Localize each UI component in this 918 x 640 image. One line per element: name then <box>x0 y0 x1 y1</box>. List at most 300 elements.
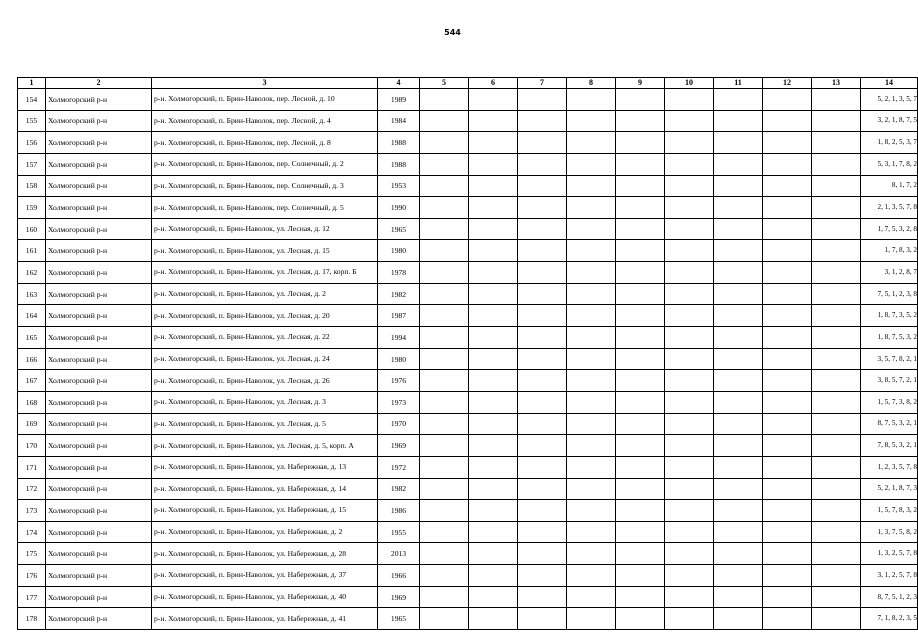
empty-cell <box>567 391 616 413</box>
year-cell: 1988 <box>378 132 420 154</box>
empty-cell <box>665 456 714 478</box>
district-cell: Холмогорский р-н <box>46 197 152 219</box>
empty-cell <box>420 456 469 478</box>
row-number-cell: 158 <box>18 175 46 197</box>
row-number-cell: 156 <box>18 132 46 154</box>
year-cell: 1969 <box>378 435 420 457</box>
column-14-cell: 7, 1, 8, 2, 3, 5 <box>861 608 918 630</box>
year-cell: 1976 <box>378 370 420 392</box>
column-14-cell: 1, 5, 7, 8, 3, 2 <box>861 500 918 522</box>
empty-cell <box>518 543 567 565</box>
row-number-cell: 177 <box>18 586 46 608</box>
empty-cell <box>567 327 616 349</box>
table-row <box>18 132 918 154</box>
column-14-cell: 1, 3, 2, 5, 7, 8 <box>861 543 918 565</box>
district-cell: Холмогорский р-н <box>46 89 152 111</box>
empty-cell <box>763 608 812 630</box>
table-row <box>18 456 918 478</box>
year-cell: 1980 <box>378 348 420 370</box>
empty-cell <box>616 391 665 413</box>
empty-cell <box>763 218 812 240</box>
column-header: 2 <box>46 78 152 89</box>
table-row <box>18 586 918 608</box>
empty-cell <box>665 521 714 543</box>
empty-cell <box>616 262 665 284</box>
table-row <box>18 197 918 219</box>
empty-cell <box>714 456 763 478</box>
year-cell: 1984 <box>378 110 420 132</box>
year-cell: 1969 <box>378 586 420 608</box>
address-cell: р-н. Холмогорский, п. Брин-Наволок, ул. Лесная, д. 2 <box>152 283 378 305</box>
empty-cell <box>469 565 518 587</box>
empty-cell <box>420 370 469 392</box>
year-cell: 1986 <box>378 500 420 522</box>
column-header: 14 <box>861 78 918 89</box>
empty-cell <box>763 456 812 478</box>
empty-cell <box>469 391 518 413</box>
empty-cell <box>665 153 714 175</box>
address-cell: р-н. Холмогорский, п. Брин-Наволок, ул. Лесная, д. 17, корп. Б <box>152 262 378 284</box>
empty-cell <box>518 391 567 413</box>
empty-cell <box>420 435 469 457</box>
empty-cell <box>665 608 714 630</box>
column-14-cell: 1, 5, 7, 3, 8, 2 <box>861 391 918 413</box>
column-header: 1 <box>18 78 46 89</box>
empty-cell <box>665 175 714 197</box>
column-header: 8 <box>567 78 616 89</box>
address-cell: р-н. Холмогорский, п. Брин-Наволок, пер. Солнечный, д. 3 <box>152 175 378 197</box>
empty-cell <box>616 500 665 522</box>
empty-cell <box>420 608 469 630</box>
address-cell: р-н. Холмогорский, п. Брин-Наволок, ул. Лесная, д. 22 <box>152 327 378 349</box>
row-number-cell: 161 <box>18 240 46 262</box>
column-14-cell: 3, 1, 2, 5, 7, 8 <box>861 565 918 587</box>
empty-cell <box>714 413 763 435</box>
empty-cell <box>665 500 714 522</box>
empty-cell <box>714 565 763 587</box>
table-row <box>18 500 918 522</box>
empty-cell <box>763 89 812 111</box>
year-cell: 1966 <box>378 565 420 587</box>
empty-cell <box>518 500 567 522</box>
district-cell: Холмогорский р-н <box>46 110 152 132</box>
empty-cell <box>567 586 616 608</box>
district-cell: Холмогорский р-н <box>46 283 152 305</box>
empty-cell <box>812 89 861 111</box>
empty-cell <box>469 218 518 240</box>
table-row <box>18 478 918 500</box>
address-cell: р-н. Холмогорский, п. Брин-Наволок, ул. Набережная, д. 14 <box>152 478 378 500</box>
column-header: 6 <box>469 78 518 89</box>
empty-cell <box>812 478 861 500</box>
year-cell: 1990 <box>378 197 420 219</box>
column-14-cell: 8, 7, 5, 1, 2, 3 <box>861 586 918 608</box>
empty-cell <box>567 262 616 284</box>
empty-cell <box>567 608 616 630</box>
empty-cell <box>763 262 812 284</box>
empty-cell <box>469 197 518 219</box>
address-cell: р-н. Холмогорский, п. Брин-Наволок, ул. Набережная, д. 13 <box>152 456 378 478</box>
empty-cell <box>763 391 812 413</box>
empty-cell <box>665 348 714 370</box>
empty-cell <box>518 305 567 327</box>
district-cell: Холмогорский р-н <box>46 521 152 543</box>
empty-cell <box>665 89 714 111</box>
empty-cell <box>763 197 812 219</box>
empty-cell <box>763 413 812 435</box>
empty-cell <box>763 153 812 175</box>
district-cell: Холмогорский р-н <box>46 262 152 284</box>
row-number-cell: 167 <box>18 370 46 392</box>
empty-cell <box>616 283 665 305</box>
empty-cell <box>714 543 763 565</box>
table-row <box>18 391 918 413</box>
empty-cell <box>518 521 567 543</box>
address-cell: р-н. Холмогорский, п. Брин-Наволок, пер. Лесной, д. 10 <box>152 89 378 111</box>
empty-cell <box>812 565 861 587</box>
empty-cell <box>763 132 812 154</box>
empty-cell <box>714 89 763 111</box>
empty-cell <box>616 435 665 457</box>
empty-cell <box>616 521 665 543</box>
empty-cell <box>665 370 714 392</box>
empty-cell <box>616 565 665 587</box>
empty-cell <box>420 327 469 349</box>
empty-cell <box>518 153 567 175</box>
empty-cell <box>518 456 567 478</box>
empty-cell <box>518 435 567 457</box>
empty-cell <box>763 565 812 587</box>
empty-cell <box>567 240 616 262</box>
empty-cell <box>567 478 616 500</box>
empty-cell <box>665 240 714 262</box>
empty-cell <box>420 586 469 608</box>
empty-cell <box>812 240 861 262</box>
empty-cell <box>567 175 616 197</box>
district-cell: Холмогорский р-н <box>46 175 152 197</box>
empty-cell <box>420 89 469 111</box>
table-row <box>18 348 918 370</box>
empty-cell <box>763 521 812 543</box>
empty-cell <box>518 240 567 262</box>
empty-cell <box>469 305 518 327</box>
column-14-cell: 7, 8, 5, 3, 2, 1 <box>861 435 918 457</box>
row-number-cell: 170 <box>18 435 46 457</box>
table-row <box>18 153 918 175</box>
empty-cell <box>714 305 763 327</box>
empty-cell <box>714 435 763 457</box>
empty-cell <box>616 110 665 132</box>
column-header: 11 <box>714 78 763 89</box>
empty-cell <box>420 197 469 219</box>
column-header: 7 <box>518 78 567 89</box>
empty-cell <box>812 456 861 478</box>
table-row <box>18 543 918 565</box>
empty-cell <box>420 543 469 565</box>
empty-cell <box>812 153 861 175</box>
empty-cell <box>567 305 616 327</box>
empty-cell <box>812 110 861 132</box>
empty-cell <box>567 500 616 522</box>
empty-cell <box>616 543 665 565</box>
empty-cell <box>665 305 714 327</box>
address-cell: р-н. Холмогорский, п. Брин-Наволок, пер. Лесной, д. 8 <box>152 132 378 154</box>
empty-cell <box>420 218 469 240</box>
year-cell: 1972 <box>378 456 420 478</box>
district-cell: Холмогорский р-н <box>46 586 152 608</box>
row-number-cell: 163 <box>18 283 46 305</box>
year-cell: 1953 <box>378 175 420 197</box>
year-cell: 1980 <box>378 240 420 262</box>
empty-cell <box>469 586 518 608</box>
empty-cell <box>518 413 567 435</box>
address-cell: р-н. Холмогорский, п. Брин-Наволок, ул. Набережная, д. 40 <box>152 586 378 608</box>
row-number-cell: 176 <box>18 565 46 587</box>
empty-cell <box>469 608 518 630</box>
row-number-cell: 157 <box>18 153 46 175</box>
empty-cell <box>420 262 469 284</box>
empty-cell <box>616 197 665 219</box>
address-cell: р-н. Холмогорский, п. Брин-Наволок, ул. Лесная, д. 5 <box>152 413 378 435</box>
empty-cell <box>616 348 665 370</box>
empty-cell <box>812 327 861 349</box>
empty-cell <box>518 608 567 630</box>
empty-cell <box>714 283 763 305</box>
empty-cell <box>567 521 616 543</box>
column-header: 9 <box>616 78 665 89</box>
table-row <box>18 89 918 111</box>
table-row <box>18 413 918 435</box>
district-cell: Холмогорский р-н <box>46 218 152 240</box>
empty-cell <box>518 175 567 197</box>
row-number-cell: 172 <box>18 478 46 500</box>
empty-cell <box>812 348 861 370</box>
empty-cell <box>616 413 665 435</box>
empty-cell <box>567 456 616 478</box>
empty-cell <box>763 478 812 500</box>
empty-cell <box>567 197 616 219</box>
empty-cell <box>420 521 469 543</box>
address-cell: р-н. Холмогорский, п. Брин-Наволок, ул. Лесная, д. 3 <box>152 391 378 413</box>
empty-cell <box>665 110 714 132</box>
empty-cell <box>616 240 665 262</box>
empty-cell <box>616 89 665 111</box>
empty-cell <box>616 218 665 240</box>
column-header: 10 <box>665 78 714 89</box>
empty-cell <box>567 370 616 392</box>
buildings-table <box>17 77 918 630</box>
empty-cell <box>763 500 812 522</box>
empty-cell <box>812 175 861 197</box>
row-number-cell: 159 <box>18 197 46 219</box>
column-header: 4 <box>378 78 420 89</box>
column-header: 12 <box>763 78 812 89</box>
empty-cell <box>665 283 714 305</box>
empty-cell <box>518 218 567 240</box>
empty-cell <box>469 110 518 132</box>
empty-cell <box>420 132 469 154</box>
empty-cell <box>420 348 469 370</box>
empty-cell <box>469 153 518 175</box>
empty-cell <box>714 608 763 630</box>
empty-cell <box>567 413 616 435</box>
empty-cell <box>763 370 812 392</box>
year-cell: 1982 <box>378 283 420 305</box>
column-14-cell: 5, 2, 1, 8, 7, 3 <box>861 478 918 500</box>
empty-cell <box>518 110 567 132</box>
empty-cell <box>469 175 518 197</box>
year-cell: 1989 <box>378 89 420 111</box>
district-cell: Холмогорский р-н <box>46 240 152 262</box>
empty-cell <box>420 413 469 435</box>
column-14-cell: 1, 3, 7, 5, 8, 2 <box>861 521 918 543</box>
empty-cell <box>714 197 763 219</box>
table-row <box>18 283 918 305</box>
empty-cell <box>567 543 616 565</box>
empty-cell <box>812 262 861 284</box>
row-number-cell: 169 <box>18 413 46 435</box>
empty-cell <box>420 283 469 305</box>
table-row <box>18 262 918 284</box>
empty-cell <box>469 456 518 478</box>
table-row <box>18 175 918 197</box>
empty-cell <box>469 500 518 522</box>
empty-cell <box>763 283 812 305</box>
year-cell: 1970 <box>378 413 420 435</box>
page-number: 544 <box>444 28 461 37</box>
empty-cell <box>469 478 518 500</box>
empty-cell <box>665 586 714 608</box>
row-number-cell: 178 <box>18 608 46 630</box>
empty-cell <box>665 413 714 435</box>
year-cell: 1987 <box>378 305 420 327</box>
empty-cell <box>714 240 763 262</box>
empty-cell <box>714 521 763 543</box>
empty-cell <box>714 586 763 608</box>
row-number-cell: 173 <box>18 500 46 522</box>
year-cell: 2013 <box>378 543 420 565</box>
empty-cell <box>469 283 518 305</box>
empty-cell <box>420 110 469 132</box>
district-cell: Холмогорский р-н <box>46 348 152 370</box>
empty-cell <box>616 370 665 392</box>
row-number-cell: 164 <box>18 305 46 327</box>
empty-cell <box>714 218 763 240</box>
year-cell: 1982 <box>378 478 420 500</box>
address-cell: р-н. Холмогорский, п. Брин-Наволок, ул. Лесная, д. 20 <box>152 305 378 327</box>
empty-cell <box>812 521 861 543</box>
empty-cell <box>616 327 665 349</box>
empty-cell <box>567 435 616 457</box>
empty-cell <box>469 435 518 457</box>
column-14-cell: 5, 3, 1, 7, 8, 2 <box>861 153 918 175</box>
empty-cell <box>420 305 469 327</box>
empty-cell <box>518 565 567 587</box>
table-row <box>18 608 918 630</box>
empty-cell <box>518 327 567 349</box>
empty-cell <box>616 478 665 500</box>
empty-cell <box>518 89 567 111</box>
empty-cell <box>812 283 861 305</box>
district-cell: Холмогорский р-н <box>46 543 152 565</box>
column-14-cell: 1, 7, 8, 3, 2 <box>861 240 918 262</box>
empty-cell <box>763 543 812 565</box>
empty-cell <box>518 262 567 284</box>
address-cell: р-н. Холмогорский, п. Брин-Наволок, ул. Набережная, д. 28 <box>152 543 378 565</box>
year-cell: 1988 <box>378 153 420 175</box>
column-14-cell: 1, 8, 7, 3, 5, 2 <box>861 305 918 327</box>
table-row <box>18 435 918 457</box>
empty-cell <box>714 478 763 500</box>
column-14-cell: 1, 8, 7, 5, 3, 2 <box>861 327 918 349</box>
empty-cell <box>812 370 861 392</box>
address-cell: р-н. Холмогорский, п. Брин-Наволок, ул. Лесная, д. 15 <box>152 240 378 262</box>
empty-cell <box>469 348 518 370</box>
district-cell: Холмогорский р-н <box>46 565 152 587</box>
empty-cell <box>763 348 812 370</box>
year-cell: 1955 <box>378 521 420 543</box>
empty-cell <box>567 348 616 370</box>
address-cell: р-н. Холмогорский, п. Брин-Наволок, ул. Набережная, д. 41 <box>152 608 378 630</box>
year-cell: 1973 <box>378 391 420 413</box>
row-number-cell: 162 <box>18 262 46 284</box>
empty-cell <box>469 327 518 349</box>
empty-cell <box>714 391 763 413</box>
year-cell: 1965 <box>378 608 420 630</box>
district-cell: Холмогорский р-н <box>46 132 152 154</box>
empty-cell <box>665 262 714 284</box>
table-row <box>18 305 918 327</box>
empty-cell <box>616 175 665 197</box>
empty-cell <box>665 132 714 154</box>
year-cell: 1978 <box>378 262 420 284</box>
empty-cell <box>469 262 518 284</box>
table-row <box>18 327 918 349</box>
empty-cell <box>567 283 616 305</box>
empty-cell <box>763 175 812 197</box>
empty-cell <box>469 132 518 154</box>
empty-cell <box>812 413 861 435</box>
column-header: 3 <box>152 78 378 89</box>
empty-cell <box>714 348 763 370</box>
empty-cell <box>420 500 469 522</box>
row-number-cell: 171 <box>18 456 46 478</box>
column-header: 13 <box>812 78 861 89</box>
empty-cell <box>567 110 616 132</box>
empty-cell <box>665 478 714 500</box>
district-cell: Холмогорский р-н <box>46 153 152 175</box>
empty-cell <box>763 110 812 132</box>
table-body <box>18 89 918 630</box>
empty-cell <box>812 435 861 457</box>
table-row <box>18 218 918 240</box>
empty-cell <box>763 305 812 327</box>
table-row <box>18 521 918 543</box>
empty-cell <box>665 218 714 240</box>
district-cell: Холмогорский р-н <box>46 370 152 392</box>
row-number-cell: 155 <box>18 110 46 132</box>
empty-cell <box>420 153 469 175</box>
column-14-cell: 3, 2, 1, 8, 7, 5 <box>861 110 918 132</box>
empty-cell <box>763 327 812 349</box>
empty-cell <box>420 478 469 500</box>
column-14-cell: 1, 7, 5, 3, 2, 8 <box>861 218 918 240</box>
empty-cell <box>616 153 665 175</box>
row-number-cell: 175 <box>18 543 46 565</box>
empty-cell <box>763 435 812 457</box>
table-row <box>18 565 918 587</box>
empty-cell <box>714 175 763 197</box>
